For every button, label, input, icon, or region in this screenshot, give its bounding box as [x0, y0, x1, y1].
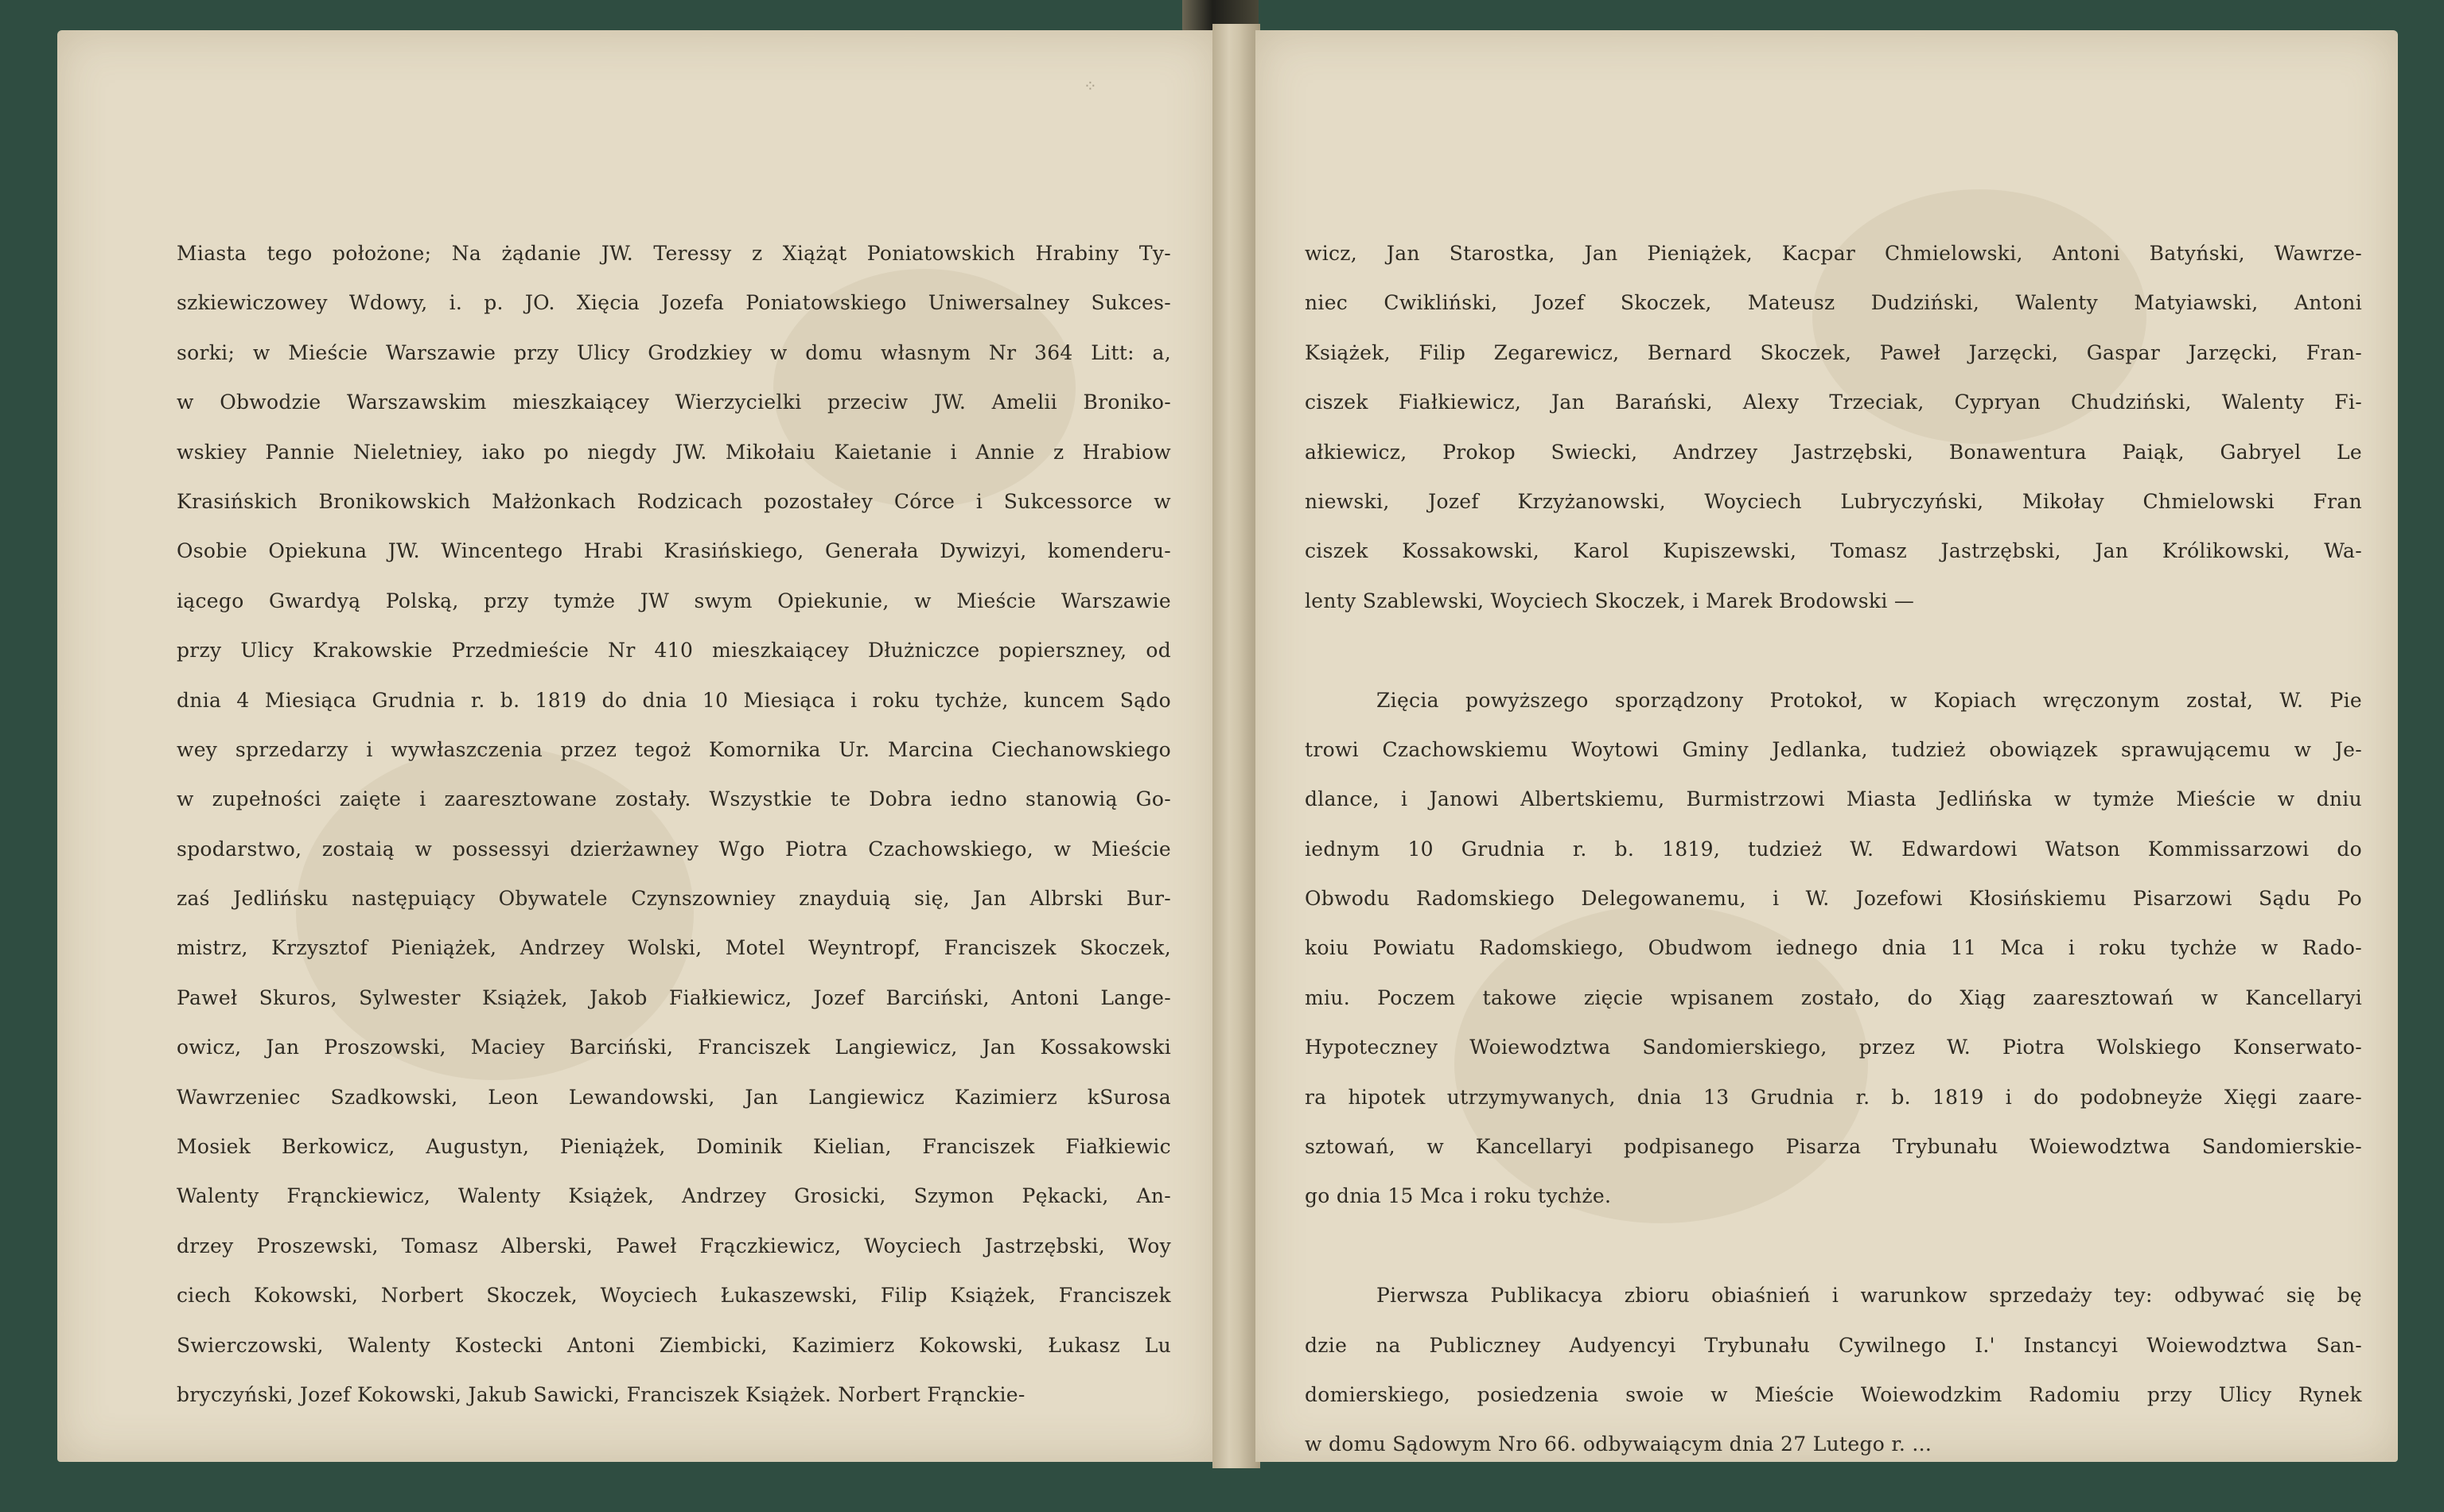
text-line: wicz, Jan Starostka, Jan Pieniążek, Kacpar Chmielowski, Antoni Batyński, Wawrze- [1305, 242, 2362, 265]
text-line: ałkiewicz, Prokop Swiecki, Andrzey Jastrzębski, Bonawentura Paiąk, Gabryel Le [1305, 440, 2362, 464]
text-line: ciech Kokowski, Norbert Skoczek, Woyciech Łukaszewski, Filip Książek, Franciszek [177, 1284, 1171, 1308]
text-line: wey sprzedarzy i wywłaszczenia przez tegoż Komornika Ur. Marcina Ciechanowskiego [177, 737, 1171, 761]
text-line: w zupełności zaięte i zaaresztowane zostały. Wszystkie te Dobra iedno stanowią Go- [177, 787, 1171, 811]
text-line: iącego Gwardyą Polską, przy tymże JW swym Opiekunie, w Mieście Warszawie [177, 589, 1171, 612]
paragraph-gap [1305, 626, 2362, 675]
text-line: dzie na Publiczney Audyencyi Trybunału Cywilnego I.' Instancyi Woiewodztwa San- [1305, 1333, 2362, 1357]
text-line: iednym 10 Grudnia r. b. 1819, tudzież W. Edwardowi Watson Kommissarzowi do [1305, 837, 2362, 861]
text-line: owicz, Jan Proszowski, Maciey Barciński, Franciszek Langiewicz, Jan Kossakowski [177, 1036, 1171, 1059]
text-line: spodarstwo, zostaią w possessyi dzierżawney Wgo Piotra Czachowskiego, w Mieście [177, 837, 1171, 861]
page-gutter [1212, 24, 1260, 1468]
text-line: Wawrzeniec Szadkowski, Leon Lewandowski, Jan Langiewicz Kazimierz kSurosa [177, 1085, 1171, 1109]
text-line: sorki; w Mieście Warszawie przy Ulicy Grodzkiey w domu własnym Nr 364 Litt: a, [177, 340, 1171, 364]
text-line: Pierwsza Publikacya zbioru obiaśnień i warunkow sprzedaży tey: odbywać się bę [1376, 1284, 2362, 1308]
right-page [1255, 30, 2398, 1462]
text-line: Książek, Filip Zegarewicz, Bernard Skoczek, Paweł Jarzęcki, Gaspar Jarzęcki, Fran- [1305, 340, 2362, 364]
text-line: dlance, i Janowi Albertskiemu, Burmistrzowi Miasta Jedlińska w tymże Mieście w dniu [1305, 787, 2362, 811]
faint-header-mark: ⁘ [1084, 76, 1097, 95]
right-page-text [1255, 229, 2398, 1470]
text-line: Walenty Frąnckiewicz, Walenty Książek, Andrzey Grosicki, Szymon Pękacki, An- [177, 1184, 1171, 1208]
text-line: przy Ulicy Krakowskie Przedmieście Nr 410 mieszkaiącey Dłużniczce popierszney, od [177, 639, 1171, 663]
left-page [57, 30, 1217, 1462]
text-line: Obwodu Radomskiego Delegowanemu, i W. Jozefowi Kłosińskiemu Pisarzowi Sądu Po [1305, 887, 2362, 911]
text-line: Zięcia powyższego sporządzony Protokoł, w Kopiach wręczonym został, W. Pie [1376, 688, 2362, 712]
text-line: Mosiek Berkowicz, Augustyn, Pieniążek, Dominik Kielian, Franciszek Fiałkiewic [177, 1135, 1171, 1159]
text-line: go dnia 15 Mca i roku tychże. [1305, 1184, 1612, 1208]
text-line: ciszek Fiałkiewicz, Jan Barański, Alexy Trzeciak, Cypryan Chudziński, Walenty Fi- [1305, 391, 2362, 414]
paragraph-gap [1305, 1222, 2362, 1271]
left-page-text [57, 229, 1217, 1420]
text-line: zaś Jedlińsku następuiący Obywatele Czynszowniey znayduią się, Jan Albrski Bur- [177, 887, 1171, 911]
text-line: koiu Powiatu Radomskiego, Obudwom iednego dnia 11 Mca i roku tychże w Rado- [1305, 936, 2362, 960]
text-line: Krasińskich Bronikowskich Małżonkach Rodzicach pozostałey Córce i Sukcessorce w [177, 489, 1171, 513]
text-line: domierskiego, posiedzenia swoie w Mieście Woiewodzkim Radomiu przy Ulicy Rynek [1305, 1382, 2362, 1406]
text-line: Osobie Opiekuna JW. Wincentego Hrabi Krasińskiego, Generała Dywizyi, komenderu- [177, 539, 1171, 563]
text-line: Paweł Skuros, Sylwester Książek, Jakob Fiałkiewicz, Jozef Barciński, Antoni Lange- [177, 985, 1171, 1009]
text-line: Miasta tego położone; Na żądanie JW. Teressy z Xiążąt Poniatowskich Hrabiny Ty- [177, 242, 1171, 265]
text-line: szkiewiczowey Wdowy, i. p. JO. Xięcia Jozefa Poniatowskiego Uniwersalney Sukces- [177, 291, 1171, 315]
text-line: niec Cwikliński, Jozef Skoczek, Mateusz Dudziński, Walenty Matyiawski, Antoni [1305, 291, 2362, 315]
text-line: wskiey Pannie Nieletniey, iako po niegdy JW. Mikołaiu Kaietanie i Annie z Hrabiow [177, 440, 1171, 464]
text-line: drzey Proszewski, Tomasz Alberski, Paweł Frączkiewicz, Woyciech Jastrzębski, Woy [177, 1234, 1171, 1257]
text-line: dnia 4 Miesiąca Grudnia r. b. 1819 do dnia 10 Miesiąca i roku tychże, kuncem Sądo [177, 688, 1171, 712]
text-line: ciszek Kossakowski, Karol Kupiszewski, Tomasz Jastrzębski, Jan Królikowski, Wa- [1305, 539, 2362, 563]
text-line: mistrz, Krzysztof Pieniążek, Andrzey Wolski, Motel Weyntropf, Franciszek Skoczek, [177, 936, 1171, 960]
text-line: bryczyński, Jozef Kokowski, Jakub Sawicki, Franciszek Książek. Norbert Frąnckie- [177, 1382, 1025, 1406]
text-line: miu. Poczem takowe zięcie wpisanem zostało, do Xiąg zaaresztowań w Kancellaryi [1305, 985, 2362, 1009]
text-line: w domu Sądowym Nro 66. odbywaiącym dnia 27 Lutego r. ... [1305, 1432, 1932, 1456]
text-line: trowi Czachowskiemu Woytowi Gminy Jedlanka, tudzież obowiązek sprawującemu w Je- [1305, 737, 2362, 761]
text-line: Hypoteczney Woiewodztwa Sandomierskiego, przez W. Piotra Wolskiego Konserwato- [1305, 1036, 2362, 1059]
text-line: w Obwodzie Warszawskim mieszkaiącey Wierzycielki przeciw JW. Amelii Broniko- [177, 391, 1171, 414]
text-line: niewski, Jozef Krzyżanowski, Woyciech Lubryczyński, Mikołay Chmielowski Fran [1305, 489, 2362, 513]
text-line: lenty Szablewski, Woyciech Skoczek, i Marek Brodowski — [1305, 589, 1915, 612]
text-line: sztowań, w Kancellaryi podpisanego Pisarza Trybunału Woiewodztwa Sandomierskie- [1305, 1135, 2362, 1159]
text-line: ra hipotek utrzymywanych, dnia 13 Grudnia r. b. 1819 i do podobneyże Xięgi zaare- [1305, 1085, 2362, 1109]
text-line: Swierczowski, Walenty Kostecki Antoni Ziembicki, Kazimierz Kokowski, Łukasz Lu [177, 1333, 1171, 1357]
